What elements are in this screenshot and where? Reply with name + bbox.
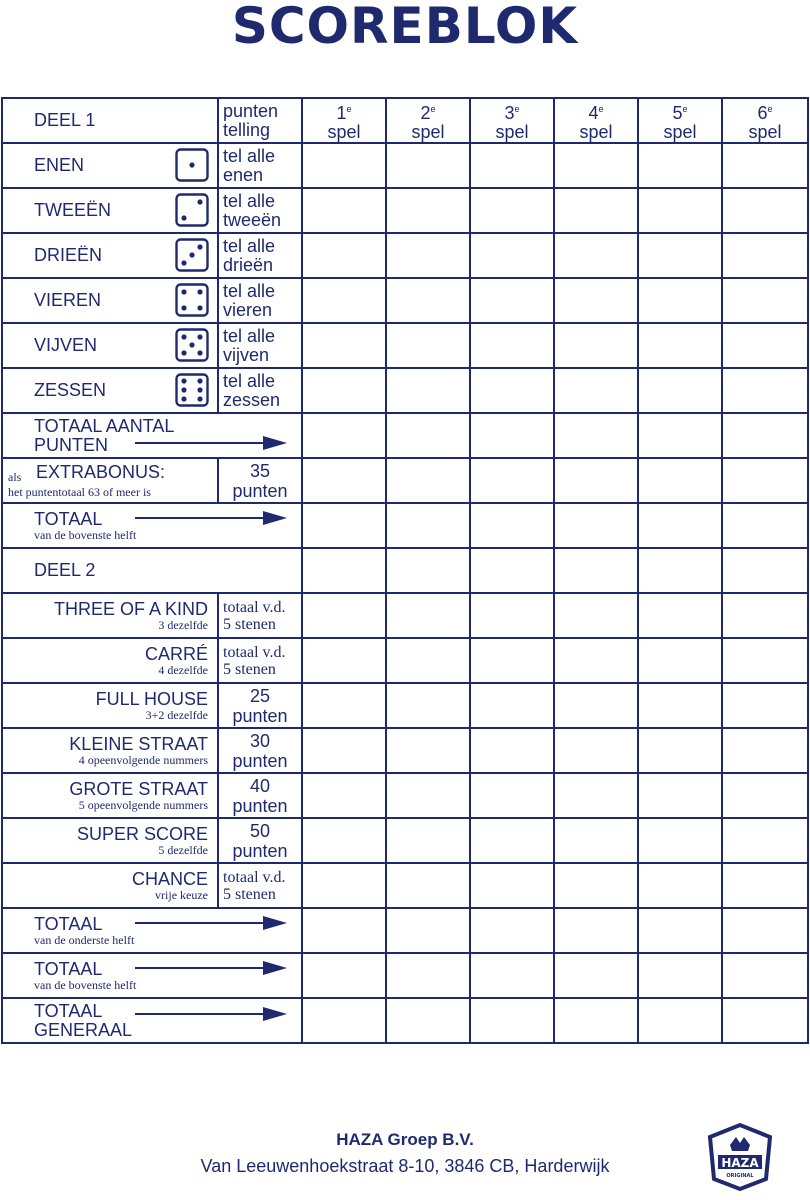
totaal-generaal-cell [2, 998, 302, 1043]
category-description: 4 dezelfde [158, 662, 208, 677]
score-cell[interactable] [302, 188, 386, 233]
score-cell[interactable] [386, 998, 470, 1043]
points-cell [218, 863, 302, 908]
points-line-1: tel alle [223, 145, 276, 166]
table-row [2, 683, 808, 728]
score-cell[interactable] [722, 368, 808, 413]
game-label: spel [748, 121, 782, 142]
totaal-aantal-line1: TOTAAL AANTAL [34, 415, 175, 436]
score-cell[interactable] [722, 593, 808, 638]
score-cell[interactable] [302, 908, 386, 953]
score-cell[interactable] [638, 143, 722, 188]
category-label: ZESSEN [34, 380, 107, 400]
score-cell[interactable] [638, 233, 722, 278]
score-cell[interactable] [302, 323, 386, 368]
die-one-icon [175, 148, 209, 182]
table-row [2, 323, 808, 368]
category-description: 3 dezelfde [158, 617, 208, 632]
score-cell[interactable] [638, 188, 722, 233]
category-label: THREE OF A KIND [53, 598, 208, 619]
score-cell[interactable] [638, 773, 722, 818]
footer-company: HAZA Groep B.V. [336, 1130, 474, 1149]
score-cell[interactable] [470, 233, 554, 278]
row-label-cell [2, 368, 218, 413]
totaal-generaal-line2: GENERAAL [34, 1019, 133, 1040]
score-cell[interactable] [722, 278, 808, 323]
extrabonus-cell [2, 458, 218, 503]
score-cell[interactable] [386, 458, 470, 503]
score-cell[interactable] [722, 818, 808, 863]
table-row [2, 368, 808, 413]
score-cell[interactable] [386, 278, 470, 323]
totaal-generaal-line1: TOTAAL [34, 1000, 103, 1021]
score-cell[interactable] [470, 548, 554, 593]
score-cell[interactable] [638, 638, 722, 683]
table-row [2, 503, 808, 548]
game-number: 1 [336, 102, 347, 123]
score-cell[interactable] [722, 908, 808, 953]
table-row [2, 188, 808, 233]
score-cell[interactable] [302, 953, 386, 998]
game-column-header [470, 98, 554, 143]
category-label: CARRÉ [144, 643, 208, 664]
category-label: ENEN [34, 155, 85, 175]
game-column-header [722, 98, 808, 143]
game-suffix: e [682, 103, 688, 114]
points-line-1: tel alle [223, 325, 276, 346]
game-label: spel [663, 121, 697, 142]
score-cell[interactable] [470, 188, 554, 233]
points-line-2: vieren [223, 299, 273, 320]
category-description: 5 dezelfde [158, 842, 208, 857]
table-row [2, 728, 808, 773]
score-cell[interactable] [302, 143, 386, 188]
points-line-1: tel alle [223, 370, 276, 391]
score-cell[interactable] [554, 368, 638, 413]
game-column-header [386, 98, 470, 143]
score-cell[interactable] [302, 503, 386, 548]
row-label-cell [2, 728, 218, 773]
row-label-cell [2, 638, 218, 683]
extrabonus-als: als [8, 469, 22, 484]
score-cell[interactable] [638, 278, 722, 323]
score-cell[interactable] [302, 863, 386, 908]
total-sub-label: van de onderste helft [34, 932, 135, 947]
row-label-cell [2, 323, 218, 368]
score-cell[interactable] [386, 773, 470, 818]
score-cell[interactable] [386, 728, 470, 773]
score-cell[interactable] [722, 458, 808, 503]
score-cell[interactable] [638, 863, 722, 908]
points-line-2: vijven [223, 344, 270, 365]
totaal-boven-2-cell [2, 953, 302, 998]
game-suffix: e [430, 103, 436, 114]
score-cell[interactable] [470, 638, 554, 683]
score-cell[interactable] [386, 323, 470, 368]
points-line-1: tel alle [223, 190, 276, 211]
game-suffix: e [514, 103, 520, 114]
score-cell[interactable] [722, 728, 808, 773]
category-label: CHANCE [131, 868, 208, 889]
row-label-cell [2, 818, 218, 863]
score-cell[interactable] [722, 233, 808, 278]
score-cell[interactable] [554, 413, 638, 458]
header-row [2, 98, 808, 143]
totaal-aantal-line2: PUNTEN [34, 434, 109, 455]
category-label: FULL HOUSE [95, 688, 208, 709]
score-cell[interactable] [302, 683, 386, 728]
score-cell[interactable] [638, 593, 722, 638]
table-row [2, 233, 808, 278]
score-cell[interactable] [302, 773, 386, 818]
score-cell[interactable] [386, 638, 470, 683]
score-cell[interactable] [722, 548, 808, 593]
points-line-2: punten [232, 795, 288, 816]
totaal-aantal-cell [2, 413, 302, 458]
score-cell[interactable] [302, 638, 386, 683]
points-line-2: 5 stenen [223, 885, 276, 903]
score-cell[interactable] [470, 908, 554, 953]
score-cell[interactable] [722, 188, 808, 233]
arrow-right-icon [135, 436, 287, 450]
table-row [2, 548, 808, 593]
game-number: 5 [672, 102, 683, 123]
row-label-cell [2, 143, 218, 188]
points-cell [218, 233, 302, 278]
score-cell[interactable] [722, 683, 808, 728]
points-line-2: 5 stenen [223, 615, 276, 633]
score-cell[interactable] [470, 773, 554, 818]
points-line-1: tel alle [223, 235, 276, 256]
table-row [2, 953, 808, 998]
category-label: KLEINE STRAAT [69, 733, 208, 754]
score-cell[interactable] [638, 818, 722, 863]
score-cell[interactable] [554, 458, 638, 503]
score-cell[interactable] [470, 593, 554, 638]
score-cell[interactable] [722, 953, 808, 998]
score-cell[interactable] [638, 323, 722, 368]
score-cell[interactable] [638, 998, 722, 1043]
score-cell[interactable] [638, 413, 722, 458]
points-line-2: enen [223, 164, 264, 185]
table-row [2, 998, 808, 1043]
total-label: TOTAAL [34, 508, 103, 529]
game-suffix: e [767, 103, 773, 114]
score-cell[interactable] [302, 368, 386, 413]
category-label: GROTE STRAAT [69, 778, 208, 799]
total-sub-label: van de bovenste helft [34, 527, 137, 542]
game-number: 3 [504, 102, 515, 123]
points-cell [218, 593, 302, 638]
game-suffix: e [598, 103, 604, 114]
points-line-1: 30 [249, 730, 271, 751]
totaal-onder-cell [2, 908, 302, 953]
row-label-cell [2, 188, 218, 233]
points-line-2: punten [232, 750, 288, 771]
footer-address: Van Leeuwenhoekstraat 8-10, 3846 CB, Harderwijk [200, 1156, 610, 1176]
score-cell[interactable] [386, 548, 470, 593]
score-cell[interactable] [554, 323, 638, 368]
score-cell[interactable] [722, 143, 808, 188]
arrow-right-icon [135, 1007, 287, 1021]
points-line-2: punten [232, 705, 288, 726]
score-cell[interactable] [470, 818, 554, 863]
category-label: VIJVEN [34, 335, 98, 355]
table-row [2, 863, 808, 908]
score-cell[interactable] [386, 143, 470, 188]
score-cell[interactable] [386, 863, 470, 908]
score-cell[interactable] [722, 323, 808, 368]
score-cell[interactable] [638, 503, 722, 548]
die-two-icon [175, 193, 209, 227]
total-label: TOTAAL [34, 913, 103, 934]
score-cell[interactable] [554, 998, 638, 1043]
points-cell [218, 323, 302, 368]
points-line-1: 50 [249, 820, 271, 841]
score-cell[interactable] [638, 728, 722, 773]
game-label: spel [411, 121, 445, 142]
score-cell[interactable] [470, 503, 554, 548]
points-cell [218, 773, 302, 818]
table-row [2, 773, 808, 818]
score-cell[interactable] [722, 998, 808, 1043]
score-cell[interactable] [470, 728, 554, 773]
score-table [1, 97, 809, 1044]
row-label-cell [2, 863, 218, 908]
score-cell[interactable] [302, 413, 386, 458]
category-description: vrije keuze [155, 887, 208, 902]
score-cell[interactable] [722, 638, 808, 683]
points-line-2: punten [232, 840, 288, 861]
score-cell[interactable] [470, 278, 554, 323]
bonus-points-unit: punten [232, 480, 288, 501]
score-cell[interactable] [554, 818, 638, 863]
score-cell[interactable] [302, 593, 386, 638]
score-cell[interactable] [554, 953, 638, 998]
score-cell[interactable] [470, 413, 554, 458]
score-cell[interactable] [554, 278, 638, 323]
table-row [2, 458, 808, 503]
score-cell[interactable] [302, 233, 386, 278]
table-row [2, 593, 808, 638]
points-line-2: tweeën [223, 209, 282, 230]
score-cell[interactable] [554, 143, 638, 188]
section-header-deel2 [2, 548, 302, 593]
score-cell[interactable] [386, 188, 470, 233]
bonus-points: 35 [249, 460, 271, 481]
category-label: SUPER SCORE [76, 823, 208, 844]
score-cell[interactable] [722, 413, 808, 458]
score-cell[interactable] [470, 863, 554, 908]
score-cell[interactable] [470, 953, 554, 998]
category-label: VIEREN [34, 290, 102, 310]
haza-logo-icon [700, 1115, 780, 1195]
score-cell[interactable] [722, 773, 808, 818]
points-cell [218, 143, 302, 188]
score-cell[interactable] [386, 953, 470, 998]
score-cell[interactable] [470, 683, 554, 728]
points-cell [218, 683, 302, 728]
points-line-2: drieën [223, 254, 274, 275]
points-line-1: totaal v.d. [223, 598, 286, 616]
points-line-1: 40 [249, 775, 271, 796]
score-cell[interactable] [470, 458, 554, 503]
die-six-icon [175, 373, 209, 407]
score-cell[interactable] [386, 413, 470, 458]
arrow-right-icon [135, 916, 287, 930]
table-row [2, 143, 808, 188]
table-row [2, 638, 808, 683]
page-title: SCOREBLOK [231, 0, 579, 55]
row-label-cell [2, 233, 218, 278]
score-cell[interactable] [386, 818, 470, 863]
points-line-1: tel alle [223, 280, 276, 301]
points-line-2: 5 stenen [223, 660, 276, 678]
section-header-deel1 [2, 98, 218, 143]
game-column-header [302, 98, 386, 143]
table-row [2, 278, 808, 323]
game-label: spel [327, 121, 361, 142]
points-line-1: totaal v.d. [223, 643, 286, 661]
score-cell[interactable] [302, 458, 386, 503]
score-cell[interactable] [638, 368, 722, 413]
total-sub-label: van de bovenste helft [34, 977, 137, 992]
score-cell[interactable] [554, 188, 638, 233]
logo-brand: HAZA [721, 1156, 759, 1170]
telling-label: telling [223, 119, 271, 140]
score-cell[interactable] [302, 818, 386, 863]
arrow-right-icon [135, 511, 287, 525]
game-number: 4 [588, 102, 599, 123]
points-line-1: totaal v.d. [223, 868, 286, 886]
score-cell[interactable] [386, 503, 470, 548]
row-label-cell [2, 593, 218, 638]
table-row [2, 413, 808, 458]
score-cell[interactable] [302, 548, 386, 593]
deel2-label: DEEL 2 [34, 560, 96, 580]
game-number: 6 [757, 102, 768, 123]
points-cell [218, 728, 302, 773]
points-cell [218, 818, 302, 863]
score-cell[interactable] [302, 278, 386, 323]
points-header [218, 98, 302, 143]
score-cell[interactable] [554, 638, 638, 683]
points-cell [218, 638, 302, 683]
score-cell[interactable] [470, 323, 554, 368]
score-cell[interactable] [386, 908, 470, 953]
score-cell[interactable] [386, 593, 470, 638]
row-label-cell [2, 683, 218, 728]
total-label: TOTAAL [34, 958, 103, 979]
score-cell[interactable] [302, 998, 386, 1043]
category-label: DRIEËN [34, 245, 103, 265]
score-cell[interactable] [554, 683, 638, 728]
deel1-label: DEEL 1 [34, 110, 96, 130]
die-four-icon [175, 283, 209, 317]
die-three-icon [175, 238, 209, 272]
row-label-cell [2, 278, 218, 323]
category-label: TWEEËN [34, 200, 112, 220]
extrabonus-condition: het puntentotaal 63 of meer is [8, 484, 151, 499]
score-cell[interactable] [722, 863, 808, 908]
game-column-header [638, 98, 722, 143]
row-label-cell [2, 773, 218, 818]
category-description: 3+2 dezelfde [145, 707, 208, 722]
points-line-2: zessen [223, 389, 281, 410]
arrow-right-icon [135, 961, 287, 975]
score-cell[interactable] [386, 368, 470, 413]
points-cell [218, 278, 302, 323]
points-cell [218, 368, 302, 413]
punten-label: punten [223, 100, 279, 121]
score-cell[interactable] [386, 233, 470, 278]
game-label: spel [579, 121, 613, 142]
score-cell[interactable] [470, 143, 554, 188]
points-line-1: 25 [249, 685, 271, 706]
score-cell[interactable] [554, 503, 638, 548]
score-cell[interactable] [638, 458, 722, 503]
game-suffix: e [346, 103, 352, 114]
game-number: 2 [420, 102, 431, 123]
totaal-boven-cell [2, 503, 302, 548]
score-cell[interactable] [554, 908, 638, 953]
logo-tagline: ORIGINAL [726, 1173, 754, 1179]
score-cell[interactable] [638, 683, 722, 728]
die-five-icon [175, 328, 209, 362]
game-label: spel [495, 121, 529, 142]
score-cell[interactable] [554, 593, 638, 638]
score-cell[interactable] [386, 683, 470, 728]
score-cell[interactable] [554, 863, 638, 908]
score-cell[interactable] [638, 908, 722, 953]
score-cell[interactable] [470, 998, 554, 1043]
points-cell [218, 458, 302, 503]
score-cell[interactable] [554, 548, 638, 593]
score-cell[interactable] [302, 728, 386, 773]
category-description: 5 opeenvolgende nummers [78, 797, 208, 812]
category-description: 4 opeenvolgende nummers [78, 752, 208, 767]
points-cell [218, 188, 302, 233]
score-cell[interactable] [722, 503, 808, 548]
score-cell[interactable] [470, 368, 554, 413]
score-cell[interactable] [554, 728, 638, 773]
score-cell[interactable] [554, 233, 638, 278]
score-cell[interactable] [638, 953, 722, 998]
extrabonus-label: EXTRABONUS: [36, 461, 166, 482]
table-row [2, 908, 808, 953]
score-cell[interactable] [554, 773, 638, 818]
game-column-header [554, 98, 638, 143]
table-row [2, 818, 808, 863]
score-cell[interactable] [638, 548, 722, 593]
